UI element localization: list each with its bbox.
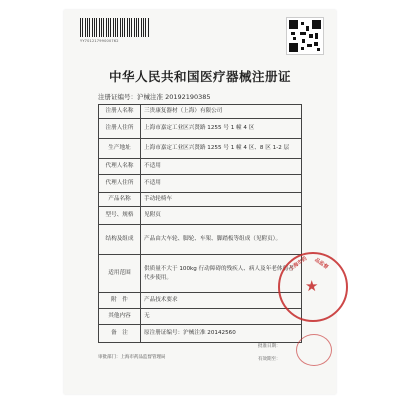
row-value: 产品技术要求 <box>141 293 302 309</box>
certificate-document <box>64 10 336 394</box>
table-row <box>99 139 302 159</box>
row-label: 注册人住所 <box>99 119 141 139</box>
row-value: 不适用 <box>141 175 302 193</box>
row-value: 见附页 <box>141 207 302 225</box>
expiry-date-label: 有效期至： <box>258 357 281 362</box>
row-label: 其他内容 <box>99 309 141 325</box>
table-row <box>99 309 302 325</box>
row-value: 产品由大车轮、脚轮、车架、脚踏板等组成（见附页）。 <box>141 225 302 255</box>
registration-number: 注册证编号：沪械注准 20192190385 <box>98 93 211 101</box>
row-label: 代理人住所 <box>99 175 141 193</box>
approval-date-label: 批准日期： <box>258 344 281 349</box>
row-value: 手动轮椅车 <box>141 193 302 207</box>
row-label: 结构及组成 <box>99 225 141 255</box>
row-value: 原注册证编号：沪械注准 20142560 <box>141 325 302 343</box>
row-label: 产品名称 <box>99 193 141 207</box>
barcode-number: YY70121799000762 <box>80 39 119 43</box>
row-value: 供质量不大于 100kg 行动障碍的残疾人、病人及年老体弱者代步使用。 <box>141 255 302 293</box>
table-row <box>99 193 302 207</box>
certificate-table <box>98 104 302 343</box>
row-value: 上海市嘉定工业区兴贤路 1255 号 1 幢 4 区 <box>141 119 302 139</box>
table-row <box>99 293 302 309</box>
row-label: 代理人名称 <box>99 159 141 175</box>
barcode <box>80 18 150 37</box>
table-row <box>99 207 302 225</box>
row-label: 附 件 <box>99 293 141 309</box>
official-seal <box>278 252 348 322</box>
table-row <box>99 175 302 193</box>
secondary-seal <box>296 334 332 366</box>
table-row <box>99 119 302 139</box>
row-label: 注册人名称 <box>99 105 141 119</box>
row-value: 不适用 <box>141 159 302 175</box>
table-row <box>99 225 302 255</box>
row-value: 上海市嘉定工业区兴贤路 1255 号 1 幢 4 区、8 区 1-2 层 <box>141 139 302 159</box>
seal-text-2: 品监督 <box>313 257 330 271</box>
row-label: 适用范围 <box>99 255 141 293</box>
issuing-authority: 审批部门：上海市药品监督管理局 <box>98 355 166 360</box>
row-label: 生产地址 <box>99 139 141 159</box>
row-label: 备 注 <box>99 325 141 343</box>
seal-text: 上海市药 <box>288 255 309 273</box>
seal-star-icon: ★ <box>305 277 319 295</box>
row-value: 三贵康复器材（上海）有限公司 <box>141 105 302 119</box>
table-row <box>99 325 302 343</box>
qr-code <box>286 17 324 55</box>
row-label: 型号、规格 <box>99 207 141 225</box>
certificate-title: 中华人民共和国医疗器械注册证 <box>108 69 291 84</box>
row-value: 无 <box>141 309 302 325</box>
table-row <box>99 105 302 119</box>
table-row <box>99 255 302 293</box>
table-row <box>99 159 302 175</box>
